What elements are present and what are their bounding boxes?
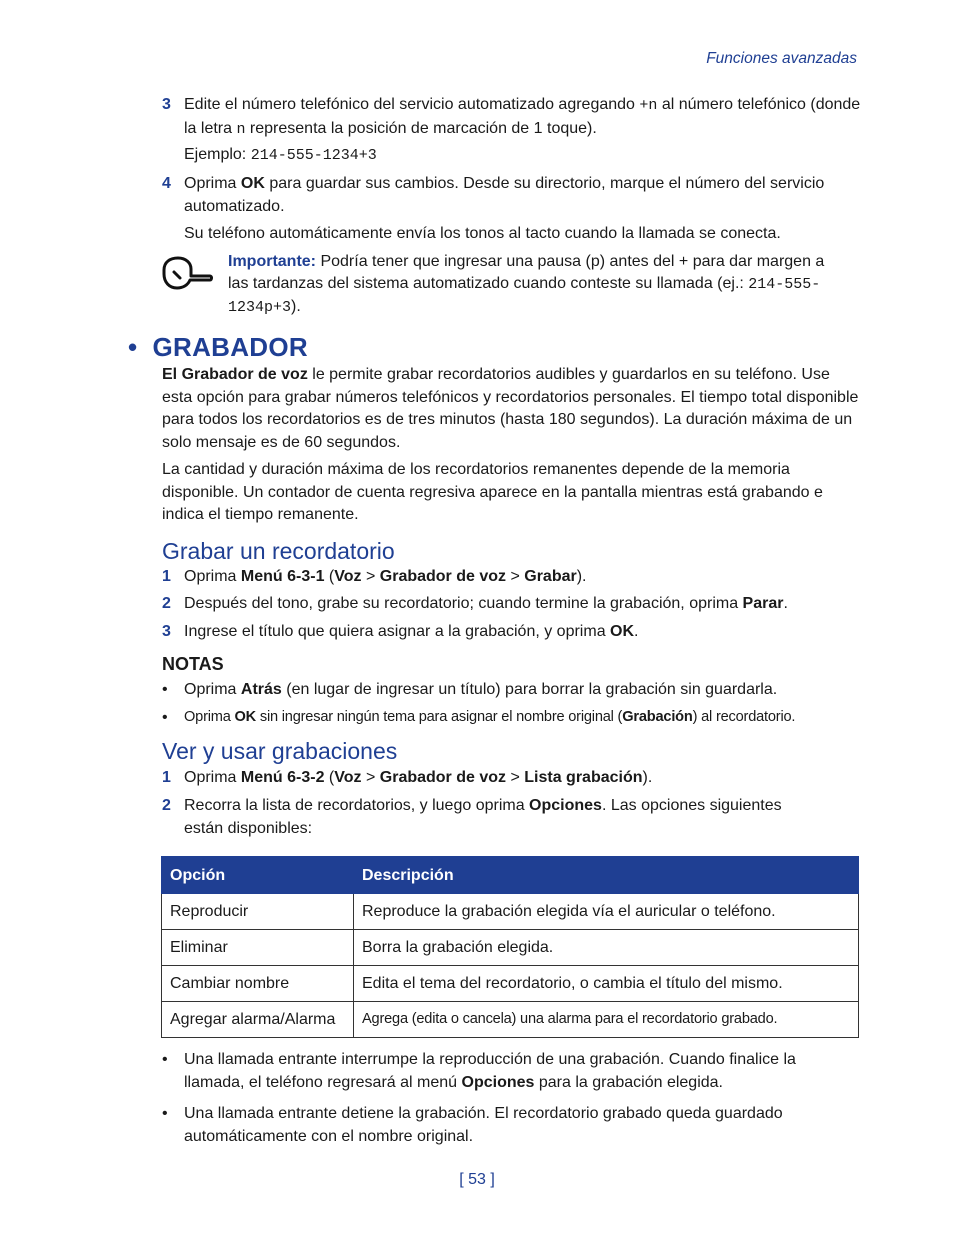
step-text: Recorra la lista de recordatorios, y luego oprima Opciones. Las opciones siguientes están disponibles:	[184, 797, 782, 837]
bullet-dot: •	[162, 681, 168, 698]
table-cell-option: Agregar alarma/Alarma	[162, 1002, 354, 1038]
note-text: Oprima Atrás (en lugar de ingresar un título) para borrar la grabación sin guardarla.	[184, 681, 778, 698]
example-code: 214-555-1234+3	[250, 147, 377, 164]
note-text: Oprima OK sin ingresar ningún tema para asignar el nombre original (Grabación) al recordatorio.	[184, 709, 796, 725]
step-4-save	[162, 172, 862, 218]
important-note: Importante: Podría tener que ingresar una pausa (p) antes del + para dar margen a las tardanzas del sistema automatizado cuando conteste su llamada (ej.: 214-555-1234p+3).	[228, 253, 825, 316]
table-cell-description: Agrega (edita o cancela) una alarma para el recordatorio grabado.	[354, 1002, 859, 1038]
bullet-text: Una llamada entrante interrumpe la reproducción de una grabación. Cuando finalice la llamada, el teléfono regresará al menú Opciones para la grabación elegida.	[184, 1051, 796, 1091]
step-text: Después del tono, grabe su recordatorio; cuando termine la grabación, oprima Parar.	[184, 595, 788, 612]
table-cell-description: Edita el tema del recordatorio, o cambia el título del mismo.	[354, 966, 859, 1002]
bullet-dot: •	[162, 1105, 168, 1122]
note-bullet-2	[162, 706, 862, 729]
table-row	[162, 930, 859, 966]
bullet-dot: •	[162, 709, 168, 726]
section-title: • GRABADOR	[128, 332, 308, 362]
step-text: Edite el número telefónico del servicio automatizado agregando +n al número telefónico (donde la letra n representa la posición de marcación de 1 toque).	[184, 96, 861, 138]
table-header-description: Descripción	[354, 857, 859, 894]
step-number: 1	[162, 568, 171, 585]
bottom-bullet-1	[162, 1048, 842, 1094]
step-number: 4	[162, 175, 171, 192]
bullet-text: Una llamada entrante detiene la grabación. El recordatorio grabado queda guardado automáticamente con el nombre original.	[184, 1105, 783, 1145]
bullet-dot: •	[162, 1051, 168, 1068]
grabador-memory-text: La cantidad y duración máxima de los recordatorios remanentes depende de la memoria disponible. Un contador de cuenta regresiva aparece en la pantalla mientras está grabando e indica el tiempo remanente.	[162, 461, 823, 523]
code-n: n	[236, 121, 246, 138]
bottom-bullet-2	[162, 1102, 842, 1148]
important-code: 214-555-1234p+3	[228, 276, 821, 316]
notes-heading: NOTAS	[162, 654, 224, 674]
step-number: 3	[162, 96, 171, 113]
table-row	[162, 1002, 859, 1038]
important-hand-icon	[160, 254, 214, 290]
table-header-row	[162, 857, 859, 894]
view-step-1	[162, 766, 862, 789]
step-number: 2	[162, 595, 171, 612]
table-cell-option: Eliminar	[162, 930, 354, 966]
table-cell-description: Reproduce la grabación elegida vía el auricular o teléfono.	[354, 894, 859, 930]
auto-tones-text: Su teléfono automáticamente envía los tonos al tacto cuando la llamada se conecta.	[184, 225, 781, 242]
record-step-2	[162, 592, 862, 615]
table-cell-option: Reproducir	[162, 894, 354, 930]
table-cell-description: Borra la grabación elegida.	[354, 930, 859, 966]
step-text: Ingrese el título que quiera asignar a la grabación, y oprima OK.	[184, 623, 639, 640]
table-header-option: Opción	[162, 857, 354, 894]
record-heading: Grabar un recordatorio	[162, 538, 395, 564]
step-number: 2	[162, 797, 171, 814]
step-number: 3	[162, 623, 171, 640]
grabador-intro: El Grabador de voz le permite grabar recordatorios audibles y guardarlos en su teléfono. Use esta opción para grabar números telefónicos y recordatorios personales. El tiempo total disponible para todos los recordatorios es de tres minutos (hasta 180 segundos). La duración máxima de un solo mensaje es de 60 segundos.	[162, 366, 859, 451]
step-text: Oprima OK para guardar sus cambios. Desde su directorio, marque el número del servicio automatizado.	[184, 175, 825, 215]
table-row	[162, 894, 859, 930]
step-text: Oprima Menú 6-3-2 (Voz > Grabador de voz > Lista grabación).	[184, 769, 653, 786]
page-number: [ 53 ]	[459, 1171, 495, 1188]
step-number: 1	[162, 769, 171, 786]
record-step-1	[162, 565, 862, 588]
code-plus-n: +n	[639, 97, 658, 114]
record-step-3	[162, 620, 862, 643]
step-3-edit-number	[162, 93, 862, 141]
view-heading: Ver y usar grabaciones	[162, 738, 398, 764]
table-cell-option: Cambiar nombre	[162, 966, 354, 1002]
important-label: Importante:	[228, 253, 316, 270]
options-table	[161, 856, 859, 1038]
step-text: Oprima Menú 6-3-1 (Voz > Grabador de voz > Grabar).	[184, 568, 587, 585]
view-step-2	[162, 794, 822, 840]
table-row	[162, 966, 859, 1002]
note-bullet-1	[162, 678, 862, 701]
example-line: Ejemplo: 214-555-1234+3	[184, 146, 377, 164]
running-header: Funciones avanzadas	[706, 50, 857, 67]
